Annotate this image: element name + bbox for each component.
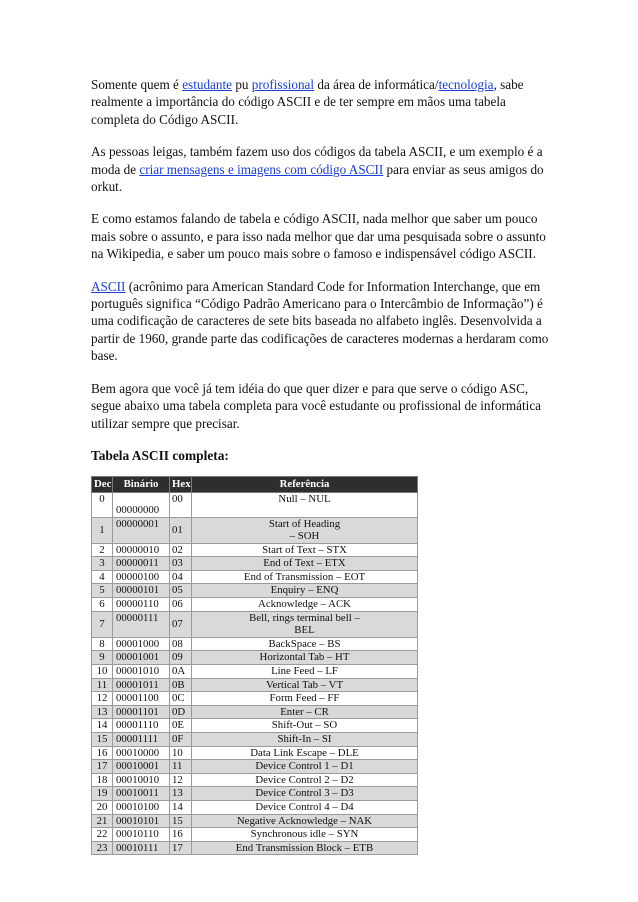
cell-hex: 0F — [170, 733, 192, 747]
cell-ref: Negative Acknowledge – NAK — [192, 814, 418, 828]
table-row — [92, 787, 418, 801]
table-header-row — [92, 476, 418, 492]
cell-hex: 0E — [170, 719, 192, 733]
cell-dec: 8 — [92, 637, 113, 651]
cell-bin: 00010111 — [113, 841, 170, 855]
table-row — [92, 570, 418, 584]
cell-dec: 13 — [92, 705, 113, 719]
cell-ref: End of Text – ETX — [192, 557, 418, 571]
table-row — [92, 543, 418, 557]
cell-bin: 00010001 — [113, 760, 170, 774]
cell-ref: Enquiry – ENQ — [192, 584, 418, 598]
table-row — [92, 637, 418, 651]
cell-hex: 04 — [170, 570, 192, 584]
link-profissional[interactable]: profissional — [251, 77, 315, 92]
cell-ref: Device Control 1 – D1 — [192, 760, 418, 774]
cell-ref: Bell, rings terminal bell – BEL — [192, 611, 418, 637]
cell-bin: 00001111 — [113, 733, 170, 747]
table-row — [92, 492, 418, 517]
cell-bin: 00000101 — [113, 584, 170, 598]
cell-bin: 00000011 — [113, 557, 170, 571]
cell-ref: Device Control 2 – D2 — [192, 773, 418, 787]
cell-dec: 23 — [92, 841, 113, 855]
table-row — [92, 814, 418, 828]
cell-dec: 19 — [92, 787, 113, 801]
cell-dec: 1 — [92, 517, 113, 543]
table-row — [92, 719, 418, 733]
link-criar-mensagens[interactable]: criar mensagens e imagens com código ASCII — [139, 161, 384, 177]
cell-ref: End Transmission Block – ETB — [192, 841, 418, 855]
cell-ref: Null – NUL — [192, 492, 418, 517]
table-row — [92, 678, 418, 692]
cell-bin: 00010110 — [113, 828, 170, 842]
cell-dec: 17 — [92, 760, 113, 774]
cell-bin: 00000110 — [113, 598, 170, 612]
ascii-definition-paragraph — [91, 278, 551, 365]
cell-dec: 2 — [92, 543, 113, 557]
cell-ref: Vertical Tab – VT — [192, 678, 418, 692]
cell-hex: 13 — [170, 787, 192, 801]
cell-dec: 15 — [92, 733, 113, 747]
cell-ref: Horizontal Tab – HT — [192, 651, 418, 665]
table-row — [92, 705, 418, 719]
cell-dec: 0 — [92, 492, 113, 517]
cell-hex: 09 — [170, 651, 192, 665]
table-intro-paragraph: Bem agora que você já tem idéia do que quer dizer e para que serve o código ASC, segue abaixo uma tabela completa para você estudante ou profissional de informática utilizar sempre que precisar. — [91, 380, 542, 431]
document-page — [91, 76, 551, 855]
column-header-binario: Binário — [113, 476, 170, 492]
paragraph-text: pu — [232, 77, 252, 92]
cell-bin: 00001010 — [113, 665, 170, 679]
cell-hex: 12 — [170, 773, 192, 787]
cell-ref: Form Feed – FF — [192, 692, 418, 706]
cell-bin: 00001101 — [113, 705, 170, 719]
cell-ref: End of Transmission – EOT — [192, 570, 418, 584]
cell-dec: 6 — [92, 598, 113, 612]
column-header-hex: Hex — [170, 476, 192, 492]
cell-bin: 00001011 — [113, 678, 170, 692]
cell-ref: Synchronous idle – SYN — [192, 828, 418, 842]
cell-ref: Device Control 3 – D3 — [192, 787, 418, 801]
cell-hex: 08 — [170, 637, 192, 651]
table-row — [92, 828, 418, 842]
cell-bin: 00000001 — [113, 517, 170, 543]
cell-bin: 00001110 — [113, 719, 170, 733]
cell-bin: 00000000 — [113, 492, 170, 517]
paragraph-text: , sabe realmente a importância do código ASCII e de ter sempre em mãos uma tabela completa do Código ASCII. — [91, 77, 524, 127]
cell-bin: 00010100 — [113, 800, 170, 814]
cell-dec: 14 — [92, 719, 113, 733]
cell-bin: 00010101 — [113, 814, 170, 828]
cell-hex: 06 — [170, 598, 192, 612]
cell-hex: 15 — [170, 814, 192, 828]
cell-hex: 17 — [170, 841, 192, 855]
cell-dec: 20 — [92, 800, 113, 814]
cell-bin: 00001100 — [113, 692, 170, 706]
table-row — [92, 692, 418, 706]
cell-bin: 00001001 — [113, 651, 170, 665]
intro-paragraph — [91, 76, 551, 128]
wikipedia-paragraph: E como estamos falando de tabela e código ASCII, nada melhor que saber um pouco mais sobre o assunto, e para isso nada melhor que dar uma pesquisada sobre o assunto na Wikipedia, e saber um pouco mais sobre o famoso e indispensável código ASCII. — [91, 211, 546, 262]
table-title: Tabela ASCII completa: — [91, 447, 229, 463]
table-body — [92, 492, 418, 855]
cell-ref: Device Control 4 – D4 — [192, 800, 418, 814]
link-tecnologia[interactable]: tecnologia — [438, 77, 494, 92]
link-estudante[interactable]: estudante — [182, 77, 233, 92]
cell-hex: 0B — [170, 678, 192, 692]
cell-dec: 12 — [92, 692, 113, 706]
cell-hex: 10 — [170, 746, 192, 760]
table-row — [92, 733, 418, 747]
paragraph-text: (acrônimo para American Standard Code for Information Interchange, que em português significa “Código Padrão Americano para o Intercâmbio de Informação”) é uma codificação de caracteres de sete bits baseada no alfabeto inglês. Desenvolvida a partir de 1960, grande parte das codificações de caracteres modernas a herdaram como base. — [91, 278, 549, 364]
cell-hex: 07 — [170, 611, 192, 637]
cell-dec: 11 — [92, 678, 113, 692]
cell-hex: 0C — [170, 692, 192, 706]
cell-hex: 05 — [170, 584, 192, 598]
paragraph-text: As pessoas leigas, também fazem uso dos códigos da tabela ASCII, e um exemplo é a moda de — [91, 144, 543, 177]
table-row — [92, 557, 418, 571]
leigas-paragraph — [91, 143, 551, 195]
table-row — [92, 760, 418, 774]
cell-bin: 00000111 — [113, 611, 170, 637]
table-row — [92, 517, 418, 543]
cell-bin: 00010011 — [113, 787, 170, 801]
table-row — [92, 651, 418, 665]
cell-hex: 0D — [170, 705, 192, 719]
cell-ref: Data Link Escape – DLE — [192, 746, 418, 760]
cell-dec: 3 — [92, 557, 113, 571]
cell-dec: 4 — [92, 570, 113, 584]
cell-dec: 18 — [92, 773, 113, 787]
cell-hex: 02 — [170, 543, 192, 557]
cell-ref: Start of Heading – SOH — [192, 517, 418, 543]
cell-ref: BackSpace – BS — [192, 637, 418, 651]
ascii-table — [91, 476, 418, 855]
cell-dec: 5 — [92, 584, 113, 598]
cell-hex: 01 — [170, 517, 192, 543]
cell-dec: 16 — [92, 746, 113, 760]
paragraph-text: para enviar as seus amigos do orkut. — [91, 161, 544, 195]
cell-ref: Enter – CR — [192, 705, 418, 719]
paragraph-text: Somente quem é — [91, 77, 183, 92]
cell-hex: 00 — [170, 492, 192, 517]
cell-bin: 00000010 — [113, 543, 170, 557]
cell-hex: 0A — [170, 665, 192, 679]
cell-ref: Start of Text – STX — [192, 543, 418, 557]
table-row — [92, 665, 418, 679]
cell-ref: Acknowledge – ACK — [192, 598, 418, 612]
table-row — [92, 746, 418, 760]
cell-hex: 11 — [170, 760, 192, 774]
cell-bin: 00010010 — [113, 773, 170, 787]
paragraph-text: da área de informática/ — [314, 77, 439, 92]
cell-dec: 7 — [92, 611, 113, 637]
cell-bin: 00001000 — [113, 637, 170, 651]
cell-dec: 10 — [92, 665, 113, 679]
table-row — [92, 584, 418, 598]
table-row — [92, 800, 418, 814]
cell-dec: 21 — [92, 814, 113, 828]
cell-hex: 16 — [170, 828, 192, 842]
table-row — [92, 841, 418, 855]
table-row — [92, 773, 418, 787]
cell-bin: 00010000 — [113, 746, 170, 760]
cell-ref: Shift-In – SI — [192, 733, 418, 747]
column-header-referencia: Referência — [192, 476, 418, 492]
cell-hex: 14 — [170, 800, 192, 814]
cell-ref: Line Feed – LF — [192, 665, 418, 679]
table-row — [92, 611, 418, 637]
cell-hex: 03 — [170, 557, 192, 571]
table-row — [92, 598, 418, 612]
column-header-dec: Dec — [92, 476, 113, 492]
cell-ref: Shift-Out – SO — [192, 719, 418, 733]
cell-dec: 9 — [92, 651, 113, 665]
cell-dec: 22 — [92, 828, 113, 842]
link-ascii[interactable]: ASCII — [91, 278, 126, 294]
cell-bin: 00000100 — [113, 570, 170, 584]
